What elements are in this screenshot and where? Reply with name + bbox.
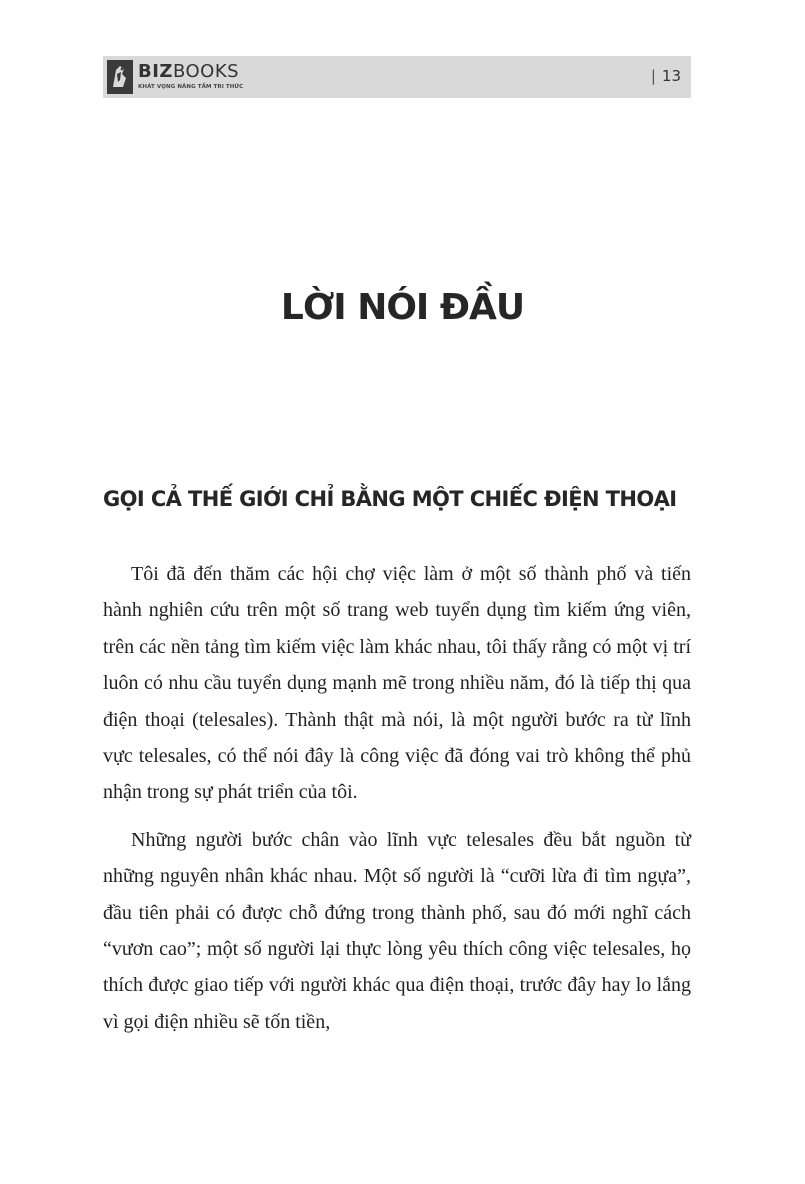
bizbooks-logo-icon xyxy=(107,60,133,94)
brand-name-bold: BIZ xyxy=(138,61,173,82)
brand-tagline: KHÁT VỌNG NÂNG TẦM TRI THỨC xyxy=(138,84,244,90)
chapter-title: LỜI NÓI ĐẦU xyxy=(280,287,525,328)
section-title: GỌI CẢ THẾ GIỚI CHỈ BẰNG MỘT CHIẾC ĐIỆN THOẠI xyxy=(103,487,677,511)
brand-name-rest: BOOKS xyxy=(172,61,240,82)
body-text xyxy=(103,556,691,1051)
page-number-block xyxy=(651,67,681,85)
paragraph-1: Tôi đã đến thăm các hội chợ việc làm ở một số thành phố và tiến hành nghiên cứu trên một số trang web tuyển dụng tìm kiếm ứng viên, trên các nền tảng tìm kiếm việc làm khác nhau, tôi thấy rằng có một vị trí luôn có nhu cầu tuyển dụng mạnh mẽ trong nhiều năm, đó là tiếp thị qua điện thoại (telesales). Thành thật mà nói, là một người bước ra từ lĩnh vực telesales, có thể nói đây là công việc đã đóng vai trò không thể phủ nhận trong sự phát triển của tôi. xyxy=(103,563,691,804)
page-number: 13 xyxy=(661,67,681,85)
brand-name xyxy=(138,61,239,82)
running-header xyxy=(103,56,691,98)
paragraph-2: Những người bước chân vào lĩnh vực telesales đều bắt nguồn từ những nguyên nhân khác nhau. Một số người là “cưỡi lừa đi tìm ngựa”, đầu tiên phải có được chỗ đứng trong thành phố, sau đó mới nghĩ cách “vươn cao”; một số người lại thực lòng yêu thích công việc telesales, họ thích được giao tiếp với người khác qua điện thoại, trước đây hay lo lắng vì gọi điện nhiều sẽ tốn tiền, xyxy=(103,828,691,1033)
page-number-separator: | xyxy=(650,67,656,85)
